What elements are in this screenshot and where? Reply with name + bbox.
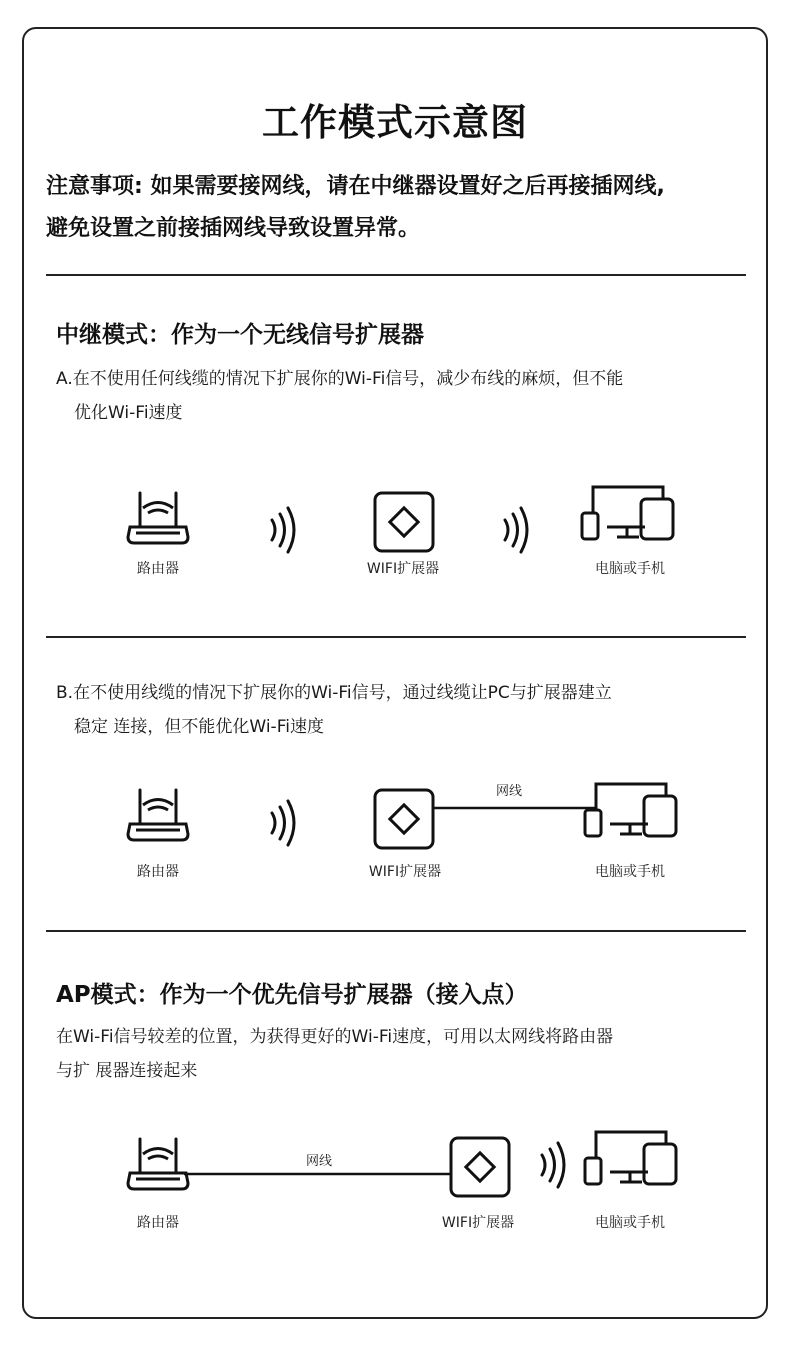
extender-label: WIFI扩展器 [368,864,442,880]
ap-line-2: 与扩 展器连接起来 [56,1061,198,1081]
router-label: 路由器 [137,1215,179,1231]
page-title: 工作模式示意图 [262,101,528,144]
cable-label: 网线 [496,784,523,799]
cable-label: 网线 [306,1154,333,1169]
notice-text [46,166,766,250]
repeater-a-line-1: A.在不使用任何线缆的情况下扩展你的Wi-Fi信号，减少布线的麻烦，但不能 [56,369,624,389]
repeater-a-line-2: 优化Wi-Fi速度 [74,403,183,423]
ap-desc [56,1020,736,1088]
notice-line-1: 注意事项: 如果需要接网线，请在中继器设置好之后再接插网线, [46,174,665,199]
extender-label: WIFI扩展器 [366,561,440,577]
ap-line-1: 在Wi-Fi信号较差的位置，为获得更好的Wi-Fi速度，可用以太网线将路由器 [56,1027,614,1047]
devices-label: 电脑或手机 [595,561,665,577]
extender-label: WIFI扩展器 [441,1215,515,1231]
divider [46,930,746,932]
ap-heading: AP模式：作为一个优先信号扩展器（接入点） [56,982,528,1008]
divider [46,636,746,638]
divider [46,274,746,276]
repeater-heading: 中继模式：作为一个无线信号扩展器 [56,322,424,348]
router-label: 路由器 [137,864,179,880]
devices-label: 电脑或手机 [595,1215,665,1231]
repeater-b-line-1: B.在不使用线缆的情况下扩展你的Wi-Fi信号，通过线缆让PC与扩展器建立 [56,683,612,703]
router-label: 路由器 [137,561,179,577]
repeater-a-desc [56,362,736,430]
devices-label: 电脑或手机 [595,864,665,880]
repeater-b-desc [56,676,736,744]
notice-line-2: 避免设置之前接插网线导致设置异常。 [46,216,421,241]
repeater-b-line-2: 稳定 连接，但不能优化Wi-Fi速度 [74,717,324,737]
